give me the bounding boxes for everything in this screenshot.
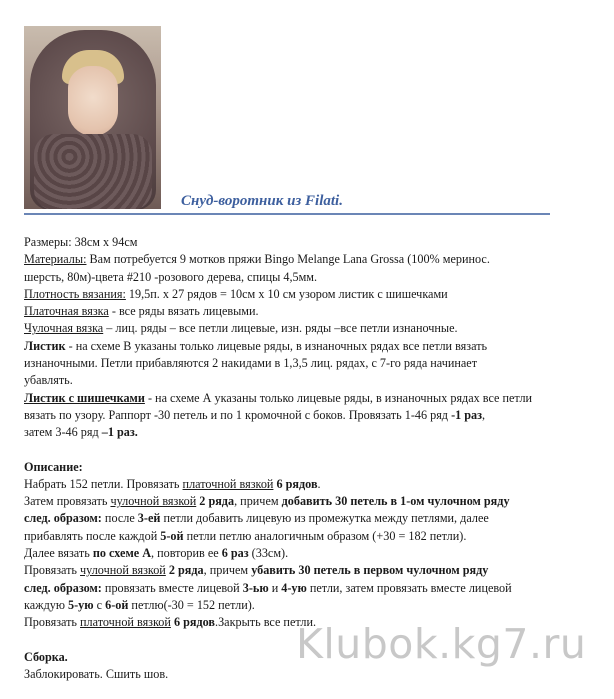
face: [68, 66, 118, 136]
fourth-stitch: 4-ую: [281, 580, 307, 595]
leaf-label: Листик: [24, 338, 66, 353]
step-4b: [24, 580, 604, 597]
step-4-text: Провязать: [24, 563, 81, 578]
knit-texture: [34, 134, 152, 209]
stockinette-line: [24, 320, 604, 337]
six-times: 6 раз: [221, 546, 249, 561]
leaf-line-3: [24, 372, 604, 389]
assembly-line: [24, 666, 604, 683]
leaf-line-2: [24, 355, 604, 372]
step-4b-text: провязать вместе лицевой: [101, 580, 243, 595]
fifth-stitch: 5-ой: [160, 528, 184, 543]
garter-ref-2: платочной вязкой: [80, 615, 171, 630]
third-stitch-2: 3-ью: [242, 580, 269, 595]
step-4c-end: петлю(-30 = 152 петли).: [128, 597, 255, 612]
chart-a-ref: по схеме А: [92, 546, 151, 561]
each-text: каждую: [24, 597, 69, 612]
materials-line-2: [24, 269, 604, 286]
step-3: [24, 545, 604, 562]
step-5-text: Провязать: [24, 615, 81, 630]
assembly-title: Сборка.: [24, 649, 68, 664]
step-1-text: Набрать 152 петли. Провязать: [24, 476, 183, 491]
step-2b: [24, 510, 604, 527]
sizes-line: [24, 234, 604, 251]
stockinette-text: – лиц. ряды – все петли лицевые, изн. ряды –все петли изнаночные.: [103, 321, 458, 336]
watermark: Klubok.kg7.ru: [296, 620, 587, 668]
leaf-line: [24, 338, 604, 355]
step-4c: [24, 597, 604, 614]
rows-count-4: 6 рядов: [170, 615, 216, 630]
garter-text: - все ряды вязать лицевыми.: [108, 304, 259, 319]
pattern-text: [24, 234, 604, 683]
bobble-leaf-line: [24, 390, 604, 407]
stockinette-ref: чулочной вязкой: [110, 494, 197, 509]
stockinette-ref-2: чулочной вязкой: [80, 563, 166, 578]
assembly-text: Заблокировать. Сшить шов.: [24, 666, 169, 681]
stockinette-label: Чулочная вязка: [24, 321, 104, 336]
bind-off-text: .Закрыть все петли.: [215, 615, 317, 630]
sizes-text: Размеры: 38см х 94см: [24, 235, 138, 249]
materials-text-2: шерсть, 80м)-цвета #210 -розового дерева, спицы 4,5мм.: [24, 269, 318, 284]
bobble-leaf-line-3: [24, 424, 604, 441]
step-1: [24, 476, 604, 493]
step-2: [24, 493, 604, 510]
and-text: и: [268, 580, 282, 595]
rows-count-3: 2 ряда: [165, 563, 204, 578]
increase-instruction: добавить 30 петель в 1-ом чулочном ряду: [281, 494, 510, 509]
garter-line: [24, 303, 604, 320]
fifth-stitch-2: 5-ую: [68, 597, 94, 612]
bobble-leaf-text: - на схеме А указаны только лицевые ряды, в изнаночных рядах все петли: [144, 390, 533, 405]
as-follows-2: след. образом:: [24, 580, 102, 595]
title-underline: [24, 213, 550, 215]
spacer: [24, 442, 604, 459]
period: .: [317, 476, 321, 491]
as-follows: след. образом:: [24, 511, 102, 526]
step-3-text: Далее вязать: [24, 546, 93, 561]
gauge-text: 19,5п. х 27 рядов = 10см х 10 см узором листик с шишечками: [125, 286, 448, 301]
bobble-leaf-label: Листик с шишечками: [24, 390, 145, 405]
step-2-mid: , причем: [234, 494, 282, 509]
bobble-leaf-text-3: затем 3-46 ряд: [24, 425, 102, 440]
repeat-once: -1 раз: [451, 407, 483, 422]
third-stitch: 3-ей: [137, 511, 161, 526]
leaf-text-3: убавлять.: [24, 373, 73, 388]
bobble-leaf-line-2: [24, 407, 604, 424]
leaf-text-2: изнаночными. Петли прибавляются 2 накидами в 1,3,5 лиц. рядах, с 7-го ряда начинает: [24, 356, 478, 371]
step-2-text: Затем провязать: [24, 494, 111, 509]
gauge-label: Плотность вязания:: [24, 286, 126, 301]
with-text: с: [93, 597, 106, 612]
materials-line: [24, 251, 604, 268]
step-4: [24, 562, 604, 579]
repeat-once-2: –1 раз.: [101, 425, 138, 440]
garter-ref: платочной вязкой: [182, 476, 274, 491]
step-2c-end: петли петлю аналогичным образом (+30 = 182 петли).: [183, 528, 467, 543]
snood-photo: [24, 26, 161, 209]
rows-count-2: 2 ряда: [196, 494, 235, 509]
step-4-mid: , причем: [203, 563, 252, 578]
step-4b-end: петли, затем провязать вместе лицевой: [306, 580, 512, 595]
repeat-text: , повторив ее: [151, 546, 222, 561]
description-title: Описание:: [24, 459, 83, 474]
after-text: после: [101, 511, 138, 526]
bobble-leaf-text-2: вязать по узору. Раппорт -30 петель и по 1 кромочной с боков. Провязать 1-46 ряд: [24, 407, 452, 422]
materials-label: Материалы:: [24, 252, 87, 267]
leaf-text: - на схеме В указаны только лицевые ряды, в изнаночных рядах все петли вязать: [65, 338, 488, 353]
materials-text: Вам потребуется 9 мотков пряжи Bingo Melange Lana Grossa (100% меринос.: [86, 252, 490, 267]
comma: ,: [482, 407, 486, 422]
garter-label: Платочная вязка: [24, 304, 109, 319]
rows-count: 6 рядов: [273, 476, 318, 491]
gauge-line: [24, 286, 604, 303]
step-2b-text: петли добавить лицевую из промежутка между петлями, далее: [160, 511, 489, 526]
description-heading: [24, 459, 604, 476]
step-2c-text: прибавлять после каждой: [24, 528, 161, 543]
decrease-instruction: убавить 30 петель в первом чулочном ряду: [251, 563, 489, 578]
step-2c: [24, 528, 604, 545]
sixth-stitch: 6-ой: [105, 597, 129, 612]
document-title: Снуд-воротник из Filati.: [181, 193, 343, 209]
length-cm: (33см).: [248, 546, 289, 561]
